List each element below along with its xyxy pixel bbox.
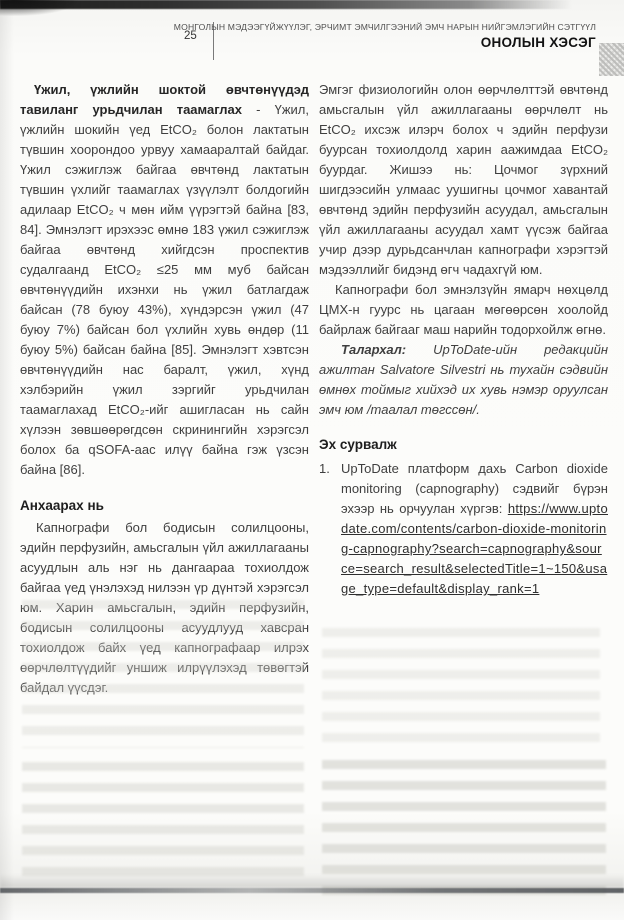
- right-column: [319, 80, 608, 698]
- page-number: 25: [184, 30, 197, 42]
- bleedthrough-text-left-upper: [22, 600, 304, 748]
- reference-item: [319, 459, 608, 599]
- scan-bottom-shadow: [0, 874, 624, 888]
- prognosis-paragraph-body: - Үжил, үжлийн шокийн үед EtCO₂ болон лактатын түвшин хоорондоо урвуу хамааралтай байдаг. Үжил сэжиглэж байгаа өвчтөнд лактатын түвшин үхлийг таамаглах үзүүлэлт болдогийн адилаар EtCO₂ ч мөн ийм үүрэгтэй байна [83, 84]. Эмнэлэгт ирэхээс өмнө 183 үжил сэжиглэж байгаа өвчтөнд хийгдсэн проспектив судалгаанд EtCO₂ ≤25 мм муб байсан өвчтөнүүдийн ихэнхи нь үжил батлагдаж байсан (78 буюу 43%), хүндэрсэн үжил (47 буюу 7%) байсан бол үхлийн хувь өндөр (11 буюу 5%) байсан байна [85]. Эмнэлэгт хэвтсэн өвчтөнүүдийн нас баралт, үжил, хүнд хэлбэрийн үжил зэргийг урьдчилан таамаглахад EtCO₂-ийг ашигласан нь сайн хүлээн зөвшөөрөгдсөн скринингийн хэрэгсэл болох ба qSOFA-аас илүү байна гэж үзсэн байна [86].: [20, 102, 309, 477]
- bleedthrough-text-left-lower: [22, 762, 304, 888]
- reference-url-link[interactable]: https://www.uptodate.com/contents/carbon-dioxide-monitoring-capnography?search=capnography&source=search_result&selectedTitle=1~150&usage_type=default&display_rank=1: [341, 501, 608, 596]
- prognosis-paragraph: [20, 80, 309, 480]
- halftone-ornament: [599, 43, 624, 76]
- sources-heading: Эх сурвалж: [319, 437, 397, 452]
- reference-text: UpToDate платформ дахь Carbon dioxide monitoring (capnography) сэдвийг бүрэн эхээр нь орчуулан хүргэв:: [341, 461, 608, 516]
- journal-title: МОНГОЛЫН МЭДЭЭГҮЙЖҮҮЛЭГ, ЭРЧИМТ ЭМЧИЛГЭЭНИЙ ЭМЧ НАРЫН НИЙГЭМЛЭГИЙН СЭТГҮҮЛ: [173, 22, 596, 32]
- reference-body: [341, 459, 608, 599]
- acknowledgement-label: Талархал:: [341, 342, 407, 357]
- scan-top-edge-artifact: [0, 0, 572, 9]
- bleedthrough-text-right-upper: [322, 628, 600, 746]
- acknowledgement-paragraph: [319, 340, 608, 420]
- page-header: [0, 20, 624, 64]
- scan-bottom-edge-artifact: [0, 888, 624, 893]
- prognosis-paragraph-lead: Үжил, үжлийн шоктой өвчтөнүүдэд тавиланг урьдчилан таамаглах: [20, 82, 309, 117]
- section-title: ОНОЛЫН ХЭСЭГ: [480, 35, 596, 50]
- reference-number: 1.: [319, 461, 330, 476]
- acknowledgement-text: UpToDate-ийн редакцийн ажилтан Salvatore Silvestri нь тухайн сэдвийн өмнөх тоймыг хийхэд их хувь нэмэр оруулсан эмч юм /таалал төгссөн/.: [319, 342, 608, 417]
- header-text: [174, 22, 596, 50]
- scan-left-edge-shade: [0, 0, 14, 920]
- capnography-tube-paragraph: Капнографи бол эмнэлзүйн ямарч нөхцөлд ЦМХ-н гуурс нь цагаан мөгөөрсөн хоолойд байрлаж байгааг маш нарийн тодорхойлж өгнө.: [319, 282, 608, 337]
- attention-paragraph: Капнографи бол бодисын солилцооны, эдийн перфузийн, амьсгалын үйл ажиллагааны асуудлын аль нэг нь дангаараа тохиолдож байгаа үед үнэлэхэд нилээн үр дүнтэй хэрэгсэл юм. Харин амьсгалын, эдийн перфузийн, бодисын солилцооны асуудлууд хавсран тохиолдож байх үед капнографаар илрэх өөрчлөлтүүдийг уншиж илрүүлэхэд төвөгтэй байдал үүсдэг.: [20, 520, 309, 695]
- attention-heading: Анхаарах нь: [20, 498, 104, 513]
- pathophysiology-paragraph: Эмгэг физиологийн олон өөрчлөлттэй өвчтөнд амьсгалын үйл ажиллагааны өөрчлөлт нь EtCO₂ ихсэж илэрч болох ч эдийн перфузи буурсан тохиолдолд харин аажимдаа EtCO₂ буурдаг. Жишээ нь: Цочмог зүрхний шигдээсийн улмаас уушигны цочмог хавантай өвчтөнд эдийн перфузийн асуудал, амьсгалын үйл ажиллагааны асуудал хамт үүсэж байгаа учир дээр дурьдсанчлан капнографи хэрэгтэй мэдээллийг бидэнд өгч чадахгүй юм.: [319, 82, 608, 277]
